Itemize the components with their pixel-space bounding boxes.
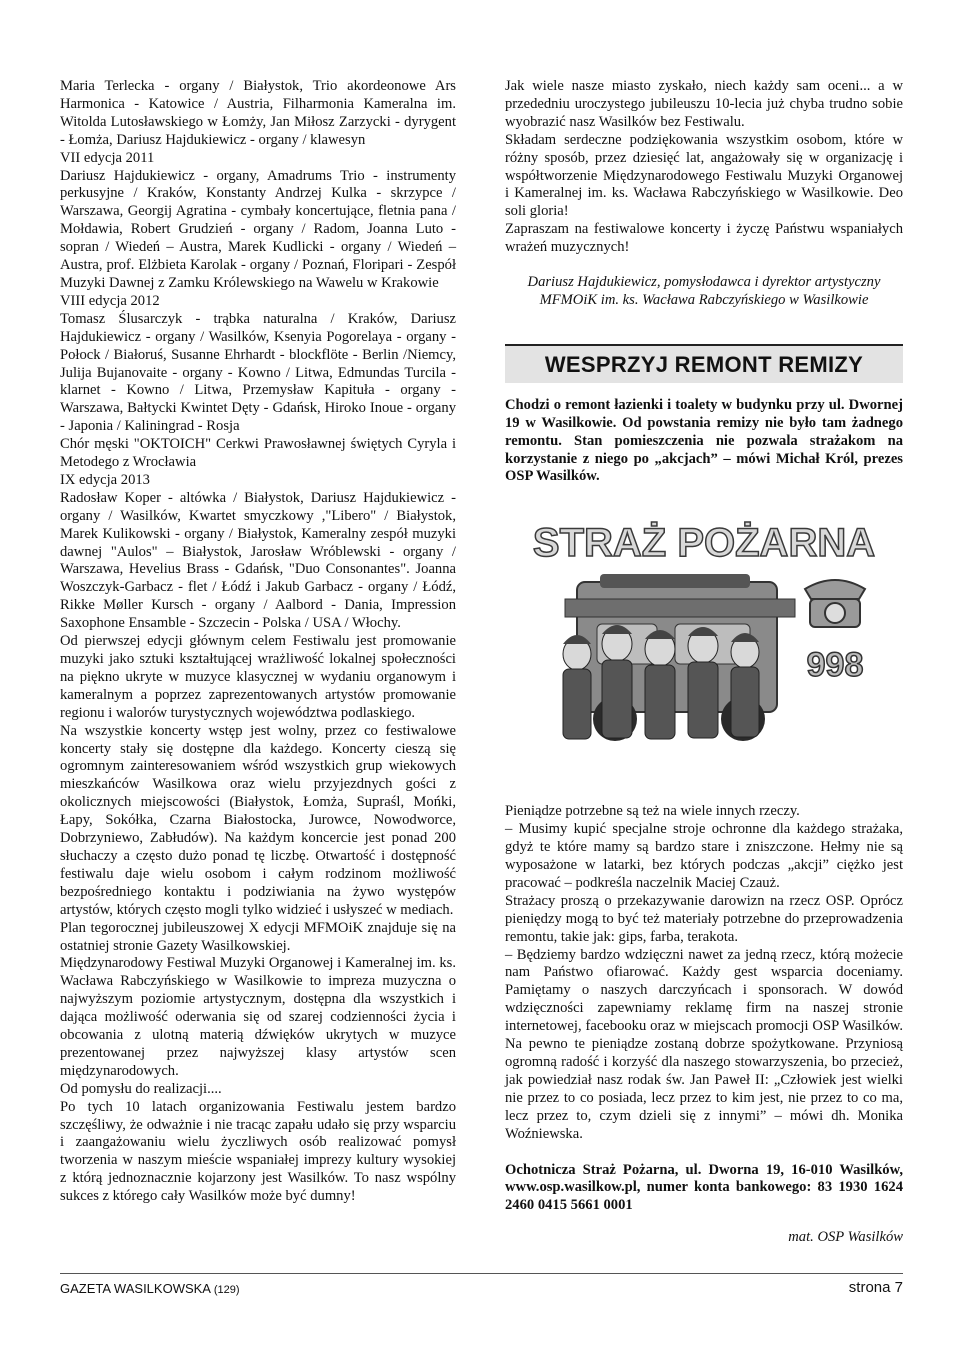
left-paragraph: Chór męski "OKTOICH" Cerkwi Prawosławnej świętych Cyryla i Metodego z Wrocławia <box>60 436 456 471</box>
footer-publication <box>60 1281 240 1296</box>
left-paragraph: Na wszystkie koncerty wstęp jest wolny, przez co festiwalowe koncerty stały się dostępne dla każdego. Koncerty cieszą się ogromnym zainteresowaniem wśród wszystkich grup wiekowych mieszkańców Wasilkowa oraz wielu przyjezdnych gości z okolicznych miejscowości (Białystok, Łomża, Supraśl, Mońki, Łapy, Sokółka, Czarna Białostocka, Jurowce, Nowodworce, Dobrzyniewo, Zabłudów). Na każdym koncercie jest ponad 200 słuchaczy a często dużo ponad tę liczbę. Otwartość i dostępność festiwalu daje wielu osobom i całym rodzinom możliwość bezpośredniego kontaktu i podziwiania na żywo występów artystów, których często mogli tylko widzieć i usłyszeć w mediach. <box>60 722 456 918</box>
footer-divider <box>60 1273 903 1274</box>
edition-heading: IX edycja 2013 <box>60 471 150 488</box>
edition-heading: VIII edycja 2012 <box>60 292 160 309</box>
emergency-number: 998 <box>806 646 864 685</box>
edition-heading: VII edycja 2011 <box>60 149 155 166</box>
thanks-paragraph: Składam serdeczne podziękowania wszystkim osobom, które w różny sposób, przez dziesięć lat, angażowały się w organizację i współtworzenie Międzynarodowego Festiwalu Muzyki Organowej i Kameralnej im. ks. Wacława Rabczyńskiego w Wasilkowie. Deo soli gloria! <box>505 131 903 220</box>
author-signature: Dariusz Hajdukiewicz, pomysłodawca i dyrektor artystyczny MFMOiK im. ks. Wacława Rabczyńskiego w Wasilkowie <box>527 274 881 308</box>
left-paragraph: Międzynarodowy Festiwal Muzyki Organowej i Kameralnej im. ks. Wacława Rabczyńskiego w Wasilkowie to impreza muzyczna o najwyższym poziomie artystycznym, dostępna dla wszystkich i dająca możliwość oderwania się od szarej codzienności życia i obcowania z ulotną materią dźwięków ukrytych w muzyce prezentowanej przez najwyższej klasy artystów scen międzynarodowych. <box>60 955 456 1079</box>
left-paragraph: Tomasz Ślusarczyk - trąbka naturalna / Kraków, Dariusz Hajdukiewicz - organy / Wasilków, Ksenyia Pogorelaya - organy - Połock / Białoruś, Susanne Ehrhardt - blockflöte - Berlin /Niemcy, Julija Bujanovaite - organy - Kowno / Litwa, Edmundas Turcila - klarnet - Kowno / Litwa, Przemysław Kapituła - organy - Warszawa, Bałtycki Kwintet Dęty - Gdańsk, Hiroko Inoue - organy - Japonia / Kaliningrad - Rosja <box>60 310 456 435</box>
intro-paragraph: Jak wiele nasze miasto zyskało, niech każdy sam oceni... a w przededniu uroczystego jubileuszu 10-lecia już chyba trudno sobie wyobrazić nasz Wasilków bez Festiwalu. <box>505 78 903 130</box>
left-paragraph: Po tych 10 latach organizowania Festiwalu jestem bardzo szczęśliwy, że odważnie i nie tracąc zapału udało się przy wsparciu i zaangażowaniu wielu życzliwych osób realizować pomysł tworzenia w naszym mieście wspaniałej imprezy kultury wysokiej z którą jednoznacznie kojarzony jest Wasilków. To nasz wspólny sukces z którego cały Wasilków może być dumny! <box>60 1098 456 1205</box>
invite-paragraph: Zapraszam na festiwalowe koncerty i życzę Państwu wspaniałych wrażeń muzycznych! <box>505 221 903 256</box>
body-paragraph: Pieniądze potrzebne są też na wiele innych rzeczy. <box>505 803 800 820</box>
left-paragraph: Plan tegorocznej jubileuszowej X edycji MFMOiK znajduje się na ostatniej stronie Gazety Wasilkowskiej. <box>60 919 456 954</box>
article-banner: WESPRZYJ REMONT REMIZY <box>505 344 903 383</box>
fire-truck-cartoon-icon <box>505 504 903 789</box>
article-lead: Chodzi o remont łazienki i toalety w budynku przy ul. Dwornej 19 w Wasilkowie. Od powstania remizy nie było tam żadnego remontu. Stan pomieszczenia nie pozwala strażakom na korzystanie z niego po „akcjach” – mówi Michał Król, prezes OSP Wasilków. <box>505 396 903 485</box>
body-paragraph: – Musimy kupić specjalne stroje ochronne dla każdego strażaka, gdyż te które mamy są bardzo stare i zniszczone. Hełmy nie są wyposażone w latarki, bez których podczas „akcji” ciężko jest pracować – podkreśla naczelnik Maciej Czauż. <box>505 821 903 891</box>
left-paragraph: Maria Terlecka - organy / Białystok, Trio akordeonowe Ars Harmonica - Katowice / Austria, Filharmonia Kameralna im. Witolda Lutosławskiego w Łomży, Jan Miłosz Zarzycki - dyrygent - Łomża, Dariusz Hajdukiewicz - organy / klawesyn <box>60 78 456 148</box>
body-paragraph: – Będziemy bardzo wdzięczni nawet za jedną rzecz, którą możecie nam Państwo ofiarować. Każdy gest wsparcia doceniamy. Pamiętamy o naszych darczyńcach i sponsorach. W dowód wdzięczności zapewniamy reklamę firm na naszej stronie internetowej, facebooku oraz w miejscach promocji OSP Wasilków. Na pewno te pieniądze zostaną dobrze spożytkowane. Przyniosą ogromną radość i korzyść dla naszego stowarzyszenia, bo przecież, jak powiedział nasz rodak św. Jan Paweł II: „Człowiek jest wielki nie przez to co posiada, lecz przez to kim jest, nie przez to co ma, lecz przez to, czym dzieli się z innymi” – mówi dh. Monika Woźniewska. <box>505 946 903 1142</box>
image-heading: STRAŻ POŻARNA <box>532 521 876 566</box>
left-paragraph: Radosław Koper - altówka / Białystok, Dariusz Hajdukiewicz - organy / Wasilków, Kwartet smyczkowy ,"Libero" / Białystok, Marek Kulikowski - organy / Białystok, Kameralny zespół muzyki dawnej "Aulos" – Białystok, Jarosław Wróblewski - organy / Warszawa, Hevelius Brass - Gdańsk, "Duo Consonantes". Joanna Woszczyk-Garbacz - flet / Łódź i Jakub Garbacz - organy / Łódź, Rikke Møller Kursch - organy / Aalbord - Dania, Impression Saxophone Ensamble - Szczecin - Polska / USA / Włochy. <box>60 489 456 632</box>
body-paragraph: Strażacy proszą o przekazywanie darowizn na rzecz OSP. Oprócz pieniędzy mogą to być też materiały potrzebne do przeprowadzenia remontu, takie jak: gips, farba, terakota. <box>505 892 903 945</box>
right-column <box>505 78 903 1247</box>
left-paragraph: Od pierwszej edycji głównym celem Festiwalu jest promowanie muzyki jako sztuki kształtującej wrażliwość lokalnej społeczności na piękno ukryte w muzyce klasycznej w wydaniu organowym i kameralnym a poprzez zaprezentowanych artystów promowanie regionu i walorów turystycznych województwa podlaskiego. <box>60 633 456 721</box>
contact-info: Ochotnicza Straż Pożarna, ul. Dworna 19, 16-010 Wasilków, www.osp.wasilkow.pl, numer konta bankowego: 83 1930 1624 2460 0415 5661 0001 <box>505 1161 903 1214</box>
left-column <box>60 78 456 1206</box>
issue-number: (129) <box>213 1284 240 1296</box>
page-number: strona 7 <box>848 1279 903 1296</box>
left-paragraph: Od pomysłu do realizacji.... <box>60 1080 222 1097</box>
publication-name: GAZETA WASILKOWSKA <box>60 1281 211 1296</box>
fire-brigade-image <box>505 504 903 789</box>
image-credit: mat. OSP Wasilków <box>788 1229 903 1246</box>
left-paragraph: Dariusz Hajdukiewicz - organy, Amadrums Trio - instrumenty perkusyjne / Kraków, Konstanty Andrzej Kulka - skrzypce / Warszawa, Georgij Agratina - cymbały koncertujące, fletnia pana / Mołdawia, Robert Grudzień - organy / Radom, Joanna Luto - sopran / Wiedeń – Austra, Marek Kudlicki - organy / Wiedeń – Austra, prof. Elżbieta Karolak - organy / Poznań, Floripari - Zespół Muzyki Dawnej z Zamku Królewskiego na Wawelu w Krakowie <box>60 167 456 291</box>
